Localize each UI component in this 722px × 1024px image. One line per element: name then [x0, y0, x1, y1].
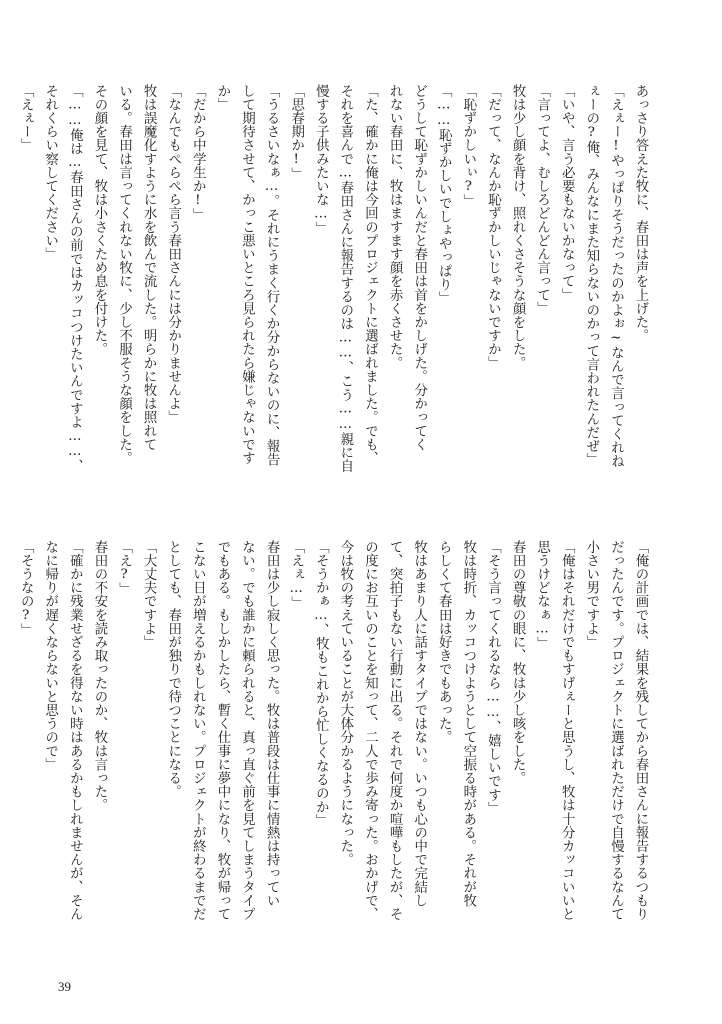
text-line: 春田の尊敬の眼に、牧は少し咳をした。 — [510, 540, 526, 785]
upper-text-block — [18, 84, 652, 496]
text-line: 「そうかぁ…、牧もこれから忙しくなるのか」 — [313, 540, 329, 828]
text-line: いる。春田は言ってくれない牧に、少し不服そうな顔をした。 — [116, 84, 132, 465]
text-line: 思うけどなぁ…」 — [534, 540, 550, 651]
text-line: 今は牧の考えていることが大体分かるようになった。 — [337, 540, 353, 867]
lower-text-block — [18, 540, 652, 950]
text-line: 「えぇー!やっぱりそうだったのかよぉ~なんで言ってくれね — [608, 84, 624, 468]
text-line: 春田の不安を読み取ったのか、牧は言った。 — [91, 540, 107, 812]
text-line: 「思春期か!」 — [288, 84, 304, 181]
text-line: それくらい察してください」 — [42, 84, 58, 261]
text-line: 牧は誤魔化すように水を飲んで流した。明らかに牧は照れて — [141, 84, 157, 452]
text-line: こない日が増えるかもしれない。プロジェクトが終わるまでだ — [190, 540, 206, 921]
text-line: 「俺の計画では、結果を残してから春田さんに報告するつもり — [633, 540, 648, 921]
text-line: 「だって、なんか恥ずかしいじゃないですか」 — [485, 84, 501, 370]
text-line: ない。でも誰かに頼られると、真っ直ぐ前を見てしまうタイプ — [239, 540, 255, 921]
text-line: 「大丈夫ですよ」 — [141, 540, 157, 649]
text-line: 牧は少し顔を背け、照れくさそうな顔をした。 — [510, 84, 526, 370]
text-line: 「え?」 — [116, 540, 132, 596]
text-line: 「言ってよ、むしろどんどん言って」 — [534, 84, 550, 316]
text-line: どうして恥ずかしいんだと春田は首をかしげた。分かってく — [411, 84, 427, 452]
text-line: か」 — [214, 84, 230, 112]
text-line: 「うるさいなぁ…。それにうまく行くか分からないのに、報告 — [264, 84, 280, 467]
text-line: ぇーの?俺、みんなにまた知らないのかって言われたんだぜ」 — [583, 84, 599, 467]
text-line: の度にお互いのことを知って、二人で歩み寄った。おかげで、 — [362, 540, 378, 921]
text-line: 「そうなの?」 — [18, 540, 34, 637]
text-line: て、突拍子もない行動に出る。それで何度か喧嘩もしたが、そ — [387, 540, 403, 921]
text-line: 慢する子供みたいな…」 — [313, 84, 329, 236]
text-line: 「だから中学生か!」 — [190, 84, 206, 222]
text-line: して期待させて、かっこ悪いところ見られたら嫌じゃないです — [239, 84, 255, 465]
text-line: 「えぇ…」 — [288, 540, 304, 610]
text-line: 「確かに残業せざるを得ない時はあるかもしれませんが、そん — [67, 540, 83, 921]
text-line: 「……恥ずかしいでしょやっぱり」 — [436, 84, 452, 305]
text-line: 「俺はそれだけでもすげぇーと思うし、牧は十分カッコいいと — [559, 540, 575, 921]
text-line: その顔を見て、牧は小さくため息を付けた。 — [91, 84, 107, 356]
text-line: 「えぇー」 — [18, 84, 34, 152]
text-line: それを喜んで…春田さんに報告するのは……、こう……親に自 — [337, 84, 353, 473]
text-line: 「……俺は…春田さんの前ではカッコつけたいんですよ……、 — [67, 84, 83, 473]
text-line: なに帰りが遅くならないと思うので」 — [42, 540, 58, 772]
page-number: 39 — [58, 979, 71, 994]
text-line: らしくて春田は好きでもあった。 — [436, 540, 452, 744]
text-line: でもある。もしかしたら、暫く仕事に夢中になり、牧が帰って — [214, 540, 230, 921]
text-line: 「なんでもぺらぺら言う春田さんには分かりませんよ」 — [165, 84, 181, 424]
text-line: 「恥ずかしいぃ?」 — [460, 84, 476, 208]
text-line: 「いや、言う必要もないかなって」 — [559, 84, 575, 302]
text-line: れない春田に、牧はますます顔を赤くさせた。 — [387, 84, 403, 370]
text-line: 春田は少し寂しく思った。牧は普段は仕事に情熱は持ってい — [264, 540, 280, 908]
text-line: 牧はあまり人に話すタイプではない。いつも心の中で完結し — [411, 540, 427, 908]
text-line: 「そう言ってくれるなら……、嬉しいです」 — [485, 540, 501, 816]
text-line: 小さい男ですよ」 — [583, 540, 599, 649]
text-line: だったんです。プロジェクトに選ばれただけで自慢するなんて — [608, 540, 624, 921]
text-line: 「た、確かに俺は今回のプロジェクトに選ばれました。でも、 — [362, 84, 378, 465]
text-line: としても、春田が独りで待つことになる。 — [165, 540, 181, 799]
text-line: 牧は時折、カッコつけようとして空振る時がある。それが牧 — [460, 540, 476, 908]
text-line: あっさり答えた牧に、春田は声を上げた。 — [633, 84, 648, 343]
